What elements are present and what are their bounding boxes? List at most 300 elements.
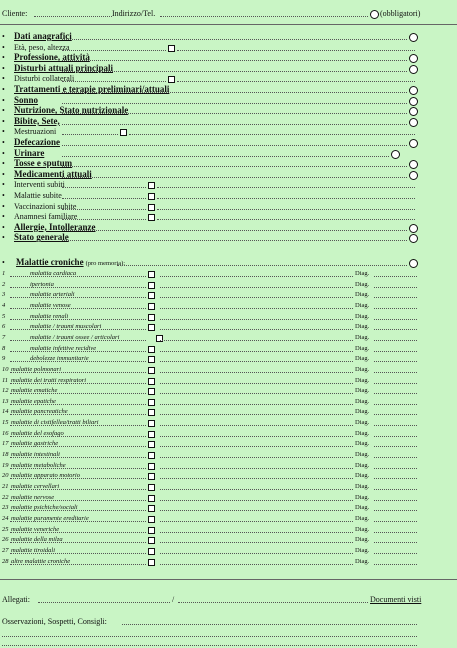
section-field[interactable] [62, 113, 407, 114]
section-field[interactable] [62, 39, 407, 40]
section-label: Urinare [14, 147, 45, 158]
croniche-field[interactable] [160, 340, 353, 341]
bullet: • [2, 148, 5, 158]
section-field[interactable] [62, 230, 407, 231]
section-field[interactable] [62, 198, 146, 199]
section-row [2, 201, 449, 212]
diag-label: Diag. [355, 536, 370, 544]
diag-field[interactable] [374, 329, 417, 330]
diag-label: Diag. [355, 280, 370, 288]
croniche-underline [10, 308, 146, 309]
checkbox[interactable] [148, 356, 155, 363]
allegati-row [2, 594, 449, 605]
croniche-field[interactable] [160, 436, 353, 437]
croniche-number: 23 [2, 504, 9, 512]
croniche-number: 12 [2, 387, 9, 395]
checkbox[interactable] [148, 495, 155, 502]
croniche-number: 11 [2, 376, 9, 384]
croniche-underline [10, 500, 146, 501]
checkbox[interactable] [148, 282, 155, 289]
bullet: • [2, 212, 5, 222]
diag-field[interactable] [374, 372, 417, 373]
croniche-item [2, 428, 449, 439]
croniche-number: 13 [2, 397, 9, 405]
croniche-number: 27 [2, 546, 9, 554]
section-label: Età, peso, altezza [14, 42, 70, 52]
checkbox[interactable] [148, 399, 155, 406]
section-row [2, 158, 449, 169]
diag-field[interactable] [374, 521, 417, 522]
croniche-field[interactable] [160, 414, 353, 415]
allegati-slash: / [172, 595, 175, 604]
section-label: Anamnesi familiare [14, 212, 78, 222]
diag-field[interactable] [374, 553, 417, 554]
diag-label: Diag. [355, 333, 370, 341]
section-field[interactable] [62, 71, 407, 72]
croniche-underline [10, 532, 146, 533]
croniche-divider [0, 579, 457, 580]
croniche-underline [10, 383, 146, 384]
croniche-number: 16 [2, 429, 9, 437]
bullet: • [2, 53, 5, 63]
croniche-number: 28 [2, 557, 9, 565]
section-label: Disturbi collaterali [14, 74, 75, 84]
croniche-number: 26 [2, 536, 9, 544]
croniche-field[interactable] [160, 489, 353, 490]
checkbox[interactable] [148, 214, 155, 221]
allegati-label: Allegati: [2, 595, 30, 604]
croniche-underline [10, 457, 146, 458]
checkbox[interactable] [148, 193, 155, 200]
diag-field[interactable] [374, 308, 417, 309]
croniche-item [2, 385, 449, 396]
croniche-underline [10, 510, 146, 511]
diag-field[interactable] [374, 297, 417, 298]
croniche-item [2, 481, 449, 492]
diag-field[interactable] [374, 564, 417, 565]
bullet: • [2, 116, 5, 126]
section-row [2, 105, 449, 116]
bullet: • [2, 95, 5, 105]
croniche-label: malattie ematiche [11, 387, 58, 395]
section-row [2, 84, 449, 95]
croniche-label: malattie gastriche [11, 440, 59, 448]
checkbox[interactable] [148, 271, 155, 278]
croniche-field[interactable] [160, 446, 353, 447]
section-label: Defecazione [14, 137, 60, 147]
croniche-number: 5 [2, 312, 6, 320]
croniche-label: ipertonia [30, 280, 54, 288]
diag-field[interactable] [374, 383, 417, 384]
section-field[interactable] [62, 166, 407, 167]
croniche-field[interactable] [160, 478, 353, 479]
section-row [2, 190, 449, 201]
croniche-item [2, 502, 449, 513]
diag-field[interactable] [374, 468, 417, 469]
croniche-item [2, 470, 449, 481]
checkbox[interactable] [148, 463, 155, 470]
checkbox[interactable] [148, 378, 155, 385]
croniche-label: altre malattie croniche [11, 557, 71, 565]
croniche-underline [10, 297, 146, 298]
bullet: • [2, 222, 5, 232]
croniche-item [2, 513, 449, 524]
diag-label: Diag. [355, 514, 370, 522]
croniche-underline [10, 404, 146, 405]
section-field[interactable] [62, 209, 146, 210]
croniche-item [2, 289, 449, 300]
checkbox[interactable] [148, 452, 155, 459]
croniche-label: malattie metaboliche [11, 461, 66, 469]
croniche-field[interactable] [160, 276, 353, 277]
section-row [2, 169, 449, 180]
croniche-label: malattia cardiaca [30, 270, 77, 277]
diag-field[interactable] [374, 436, 417, 437]
diag-field[interactable] [374, 404, 417, 405]
croniche-underline [10, 276, 146, 277]
croniche-label: malattie del esofago [11, 429, 64, 437]
croniche-underline [10, 329, 146, 330]
croniche-field[interactable] [160, 521, 353, 522]
allegati-field[interactable] [38, 602, 170, 603]
croniche-label: malattie / traumi muscolari [30, 323, 102, 331]
checkbox[interactable] [148, 431, 155, 438]
section-field[interactable] [62, 219, 146, 220]
section-label: Trattamenti e terapie preliminari/attuali [14, 84, 170, 94]
diag-field[interactable] [374, 478, 417, 479]
croniche-label: debolezze immunitarie [30, 355, 89, 363]
checkbox[interactable] [148, 314, 155, 321]
obbligatori-circle[interactable] [370, 10, 379, 19]
diag-field[interactable] [374, 532, 417, 533]
diag-label: Diag. [355, 408, 370, 416]
section-field-extra[interactable] [157, 187, 415, 188]
section-row [2, 137, 449, 148]
croniche-number: 22 [2, 493, 9, 501]
croniche-item [2, 343, 449, 354]
checkbox[interactable] [148, 559, 155, 566]
checkbox[interactable] [148, 441, 155, 448]
section-field[interactable] [62, 240, 407, 241]
croniche-underline [10, 319, 146, 320]
croniche-number: 14 [2, 408, 9, 416]
diag-field[interactable] [374, 457, 417, 458]
croniche-underline [10, 361, 146, 362]
checkbox[interactable] [148, 527, 155, 534]
bullet: • [2, 233, 5, 243]
checkbox[interactable] [148, 388, 155, 395]
croniche-number: 21 [2, 483, 9, 490]
section-field[interactable] [62, 50, 166, 51]
section-row [2, 148, 449, 159]
section-label: Nutrizione, Stato nutrizionale [14, 105, 129, 116]
croniche-field[interactable] [160, 564, 353, 565]
section-row [2, 126, 449, 137]
croniche-number: 1 [2, 270, 6, 277]
documenti-label: Documenti visti [370, 595, 422, 604]
croniche-field[interactable] [117, 265, 407, 266]
section-label: Bibite, Sete, [14, 115, 60, 126]
diag-field[interactable] [374, 340, 417, 341]
checkbox[interactable] [148, 420, 155, 427]
croniche-item [2, 438, 449, 449]
section-field-extra[interactable] [177, 50, 415, 51]
croniche-item [2, 321, 449, 332]
croniche-note: (pro memoria): [85, 260, 126, 267]
croniche-field[interactable] [160, 553, 353, 554]
checkbox[interactable] [148, 346, 155, 353]
croniche-number: 4 [2, 301, 6, 309]
croniche-field[interactable] [160, 425, 353, 426]
diag-field[interactable] [374, 276, 417, 277]
croniche-underline [10, 521, 146, 522]
checkbox[interactable] [148, 324, 155, 331]
section-label: Sonno [14, 94, 39, 105]
section-field[interactable] [62, 81, 166, 82]
osservazioni-field-3[interactable] [2, 645, 417, 646]
osservazioni-label: Osservazioni, Sospetti, Consigli: [2, 617, 107, 626]
croniche-number: 25 [2, 525, 9, 533]
diag-label: Diag. [355, 504, 370, 512]
bullet: • [2, 191, 5, 200]
section-row [2, 73, 449, 84]
section-row [2, 95, 449, 106]
croniche-field[interactable] [160, 361, 353, 362]
croniche-field[interactable] [160, 308, 353, 309]
croniche-item [2, 556, 449, 567]
croniche-underline [10, 446, 146, 447]
diag-field[interactable] [374, 414, 417, 415]
croniche-label: malattie venose [30, 301, 71, 309]
section-field[interactable] [62, 92, 407, 93]
croniche-label: malattie intestinali [11, 451, 60, 459]
croniche-underline [10, 468, 146, 469]
section-row [2, 179, 449, 190]
croniche-number: 17 [2, 440, 9, 448]
osservazioni-field[interactable] [122, 624, 417, 625]
croniche-field[interactable] [160, 393, 353, 394]
osservazioni-row [2, 616, 449, 627]
croniche-field[interactable] [160, 372, 353, 373]
checkbox[interactable] [148, 537, 155, 544]
checkbox[interactable] [148, 484, 155, 491]
diag-label: Diag. [355, 472, 370, 480]
croniche-field[interactable] [160, 319, 353, 320]
section-label: Interventi subiti [14, 180, 65, 190]
croniche-item [2, 449, 449, 460]
croniche-underline [10, 553, 146, 554]
croniche-underline [10, 372, 146, 373]
bullet: • [2, 138, 5, 147]
section-row [2, 222, 449, 233]
croniche-label: malattie pancreatiche [11, 408, 68, 416]
diag-field[interactable] [374, 446, 417, 447]
diag-label: Diag. [355, 270, 370, 277]
croniche-field[interactable] [160, 468, 353, 469]
diag-field[interactable] [374, 489, 417, 490]
checkbox[interactable] [148, 292, 155, 299]
diag-label: Diag. [355, 525, 370, 533]
diag-field[interactable] [374, 287, 417, 288]
section-row [2, 63, 449, 74]
section-label: Professione, attività [14, 52, 90, 63]
croniche-item [2, 406, 449, 417]
croniche-title: Malattie croniche [16, 257, 84, 267]
diag-label: Diag. [355, 376, 370, 384]
bullet: • [2, 106, 5, 116]
section-field-extra[interactable] [177, 81, 415, 82]
checkbox[interactable] [168, 45, 175, 52]
croniche-item [2, 268, 449, 279]
croniche-item [2, 300, 449, 311]
osservazioni-line-2 [2, 628, 449, 639]
croniche-number: 9 [2, 355, 6, 363]
croniche-field[interactable] [160, 510, 353, 511]
croniche-underline [10, 414, 146, 415]
croniche-underline [10, 425, 146, 426]
diag-field[interactable] [374, 319, 417, 320]
croniche-heading [2, 257, 449, 268]
diag-field[interactable] [374, 425, 417, 426]
section-field-extra[interactable] [129, 134, 415, 135]
croniche-item [2, 353, 449, 364]
croniche-item [2, 492, 449, 503]
croniche-label: malattie nervose [11, 493, 55, 501]
section-row [2, 42, 449, 53]
diag-label: Diag. [355, 440, 370, 448]
indirizzo-field[interactable] [160, 16, 368, 17]
croniche-label: malattie epatiche [11, 397, 56, 405]
croniche-field[interactable] [160, 351, 353, 352]
croniche-underline [10, 340, 146, 341]
required-circle[interactable] [409, 234, 418, 243]
checkbox[interactable] [148, 516, 155, 523]
croniche-item [2, 279, 449, 290]
diag-label: Diag. [355, 365, 370, 373]
bullet: • [2, 42, 5, 52]
diag-label: Diag. [355, 344, 370, 352]
section-row [2, 52, 449, 63]
croniche-item [2, 332, 449, 343]
croniche-underline [10, 542, 146, 543]
bullet: • [2, 159, 5, 169]
diag-label: Diag. [355, 429, 370, 437]
croniche-field[interactable] [160, 383, 353, 384]
osservazioni-field-2[interactable] [2, 636, 417, 637]
section-row [2, 116, 449, 127]
section-field[interactable] [62, 187, 146, 188]
checkbox[interactable] [148, 204, 155, 211]
diag-field[interactable] [374, 500, 417, 501]
section-field[interactable] [62, 177, 407, 178]
croniche-number: 18 [2, 451, 9, 459]
croniche-label: malattie psichiche/sociali [11, 504, 78, 512]
checkbox[interactable] [148, 548, 155, 555]
croniche-underline [10, 351, 146, 352]
header-divider [0, 24, 457, 25]
croniche-field[interactable] [160, 329, 353, 330]
croniche-label: malattie renali [30, 312, 69, 320]
bullet: • [2, 32, 5, 41]
indirizzo-label: Indirizzo/Tel. [112, 9, 156, 18]
croniche-field[interactable] [160, 297, 353, 298]
croniche-label: malattie puramente ereditarie [11, 514, 89, 522]
section-label: Dati anagrafici [14, 31, 72, 41]
croniche-field[interactable] [160, 532, 353, 533]
checkbox[interactable] [120, 129, 127, 136]
section-field[interactable] [62, 134, 118, 135]
section-field-extra[interactable] [157, 209, 415, 210]
diag-label: Diag. [355, 557, 370, 565]
croniche-underline [10, 393, 146, 394]
diag-label: Diag. [355, 312, 370, 320]
diag-field[interactable] [374, 542, 417, 543]
section-field-extra[interactable] [157, 198, 415, 199]
diag-field[interactable] [374, 361, 417, 362]
allegati-field-2[interactable] [178, 602, 368, 603]
croniche-number: 6 [2, 323, 6, 331]
section-field-extra[interactable] [157, 219, 415, 220]
diag-field[interactable] [374, 510, 417, 511]
croniche-circle[interactable] [409, 259, 418, 268]
section-row [2, 211, 449, 222]
croniche-number: 8 [2, 344, 6, 352]
bullet: • [2, 180, 5, 190]
croniche-field[interactable] [160, 542, 353, 543]
section-label: Tosse e sputum [14, 158, 73, 169]
section-field[interactable] [62, 145, 407, 146]
section-field[interactable] [62, 60, 407, 61]
section-field[interactable] [62, 103, 407, 104]
bullet: • [2, 127, 5, 137]
croniche-field[interactable] [160, 457, 353, 458]
diag-field[interactable] [374, 393, 417, 394]
croniche-field[interactable] [160, 404, 353, 405]
bullet: • [2, 63, 5, 73]
bullet: • [2, 169, 5, 179]
diag-field[interactable] [374, 351, 417, 352]
croniche-number: 2 [2, 280, 6, 288]
croniche-label: malattie dei tratti respiratori [11, 376, 87, 384]
diag-label: Diag. [355, 419, 370, 427]
croniche-label: malattie / traumi ossee / articolari [30, 333, 120, 341]
checkbox[interactable] [148, 473, 155, 480]
diag-label: Diag. [355, 397, 370, 405]
checkbox[interactable] [148, 409, 155, 416]
croniche-label: malattie infettive recidive [30, 344, 97, 352]
bullet: • [2, 258, 5, 267]
checkbox[interactable] [148, 182, 155, 189]
section-row [2, 232, 449, 243]
checkbox[interactable] [148, 303, 155, 310]
section-field[interactable] [62, 124, 407, 125]
cliente-field[interactable] [34, 16, 112, 17]
bullet: • [2, 85, 5, 94]
croniche-field[interactable] [160, 500, 353, 501]
section-field[interactable] [62, 156, 389, 157]
checkbox[interactable] [148, 367, 155, 374]
croniche-number: 15 [2, 419, 9, 427]
croniche-field[interactable] [160, 287, 353, 288]
diag-label: Diag. [355, 483, 370, 490]
croniche-underline [10, 436, 146, 437]
diag-label: Diag. [355, 355, 370, 363]
croniche-number: 3 [2, 291, 6, 299]
croniche-label: malattie arteriali [30, 291, 75, 299]
checkbox[interactable] [148, 505, 155, 512]
bullet: • [2, 201, 5, 211]
checkbox[interactable] [168, 76, 175, 83]
